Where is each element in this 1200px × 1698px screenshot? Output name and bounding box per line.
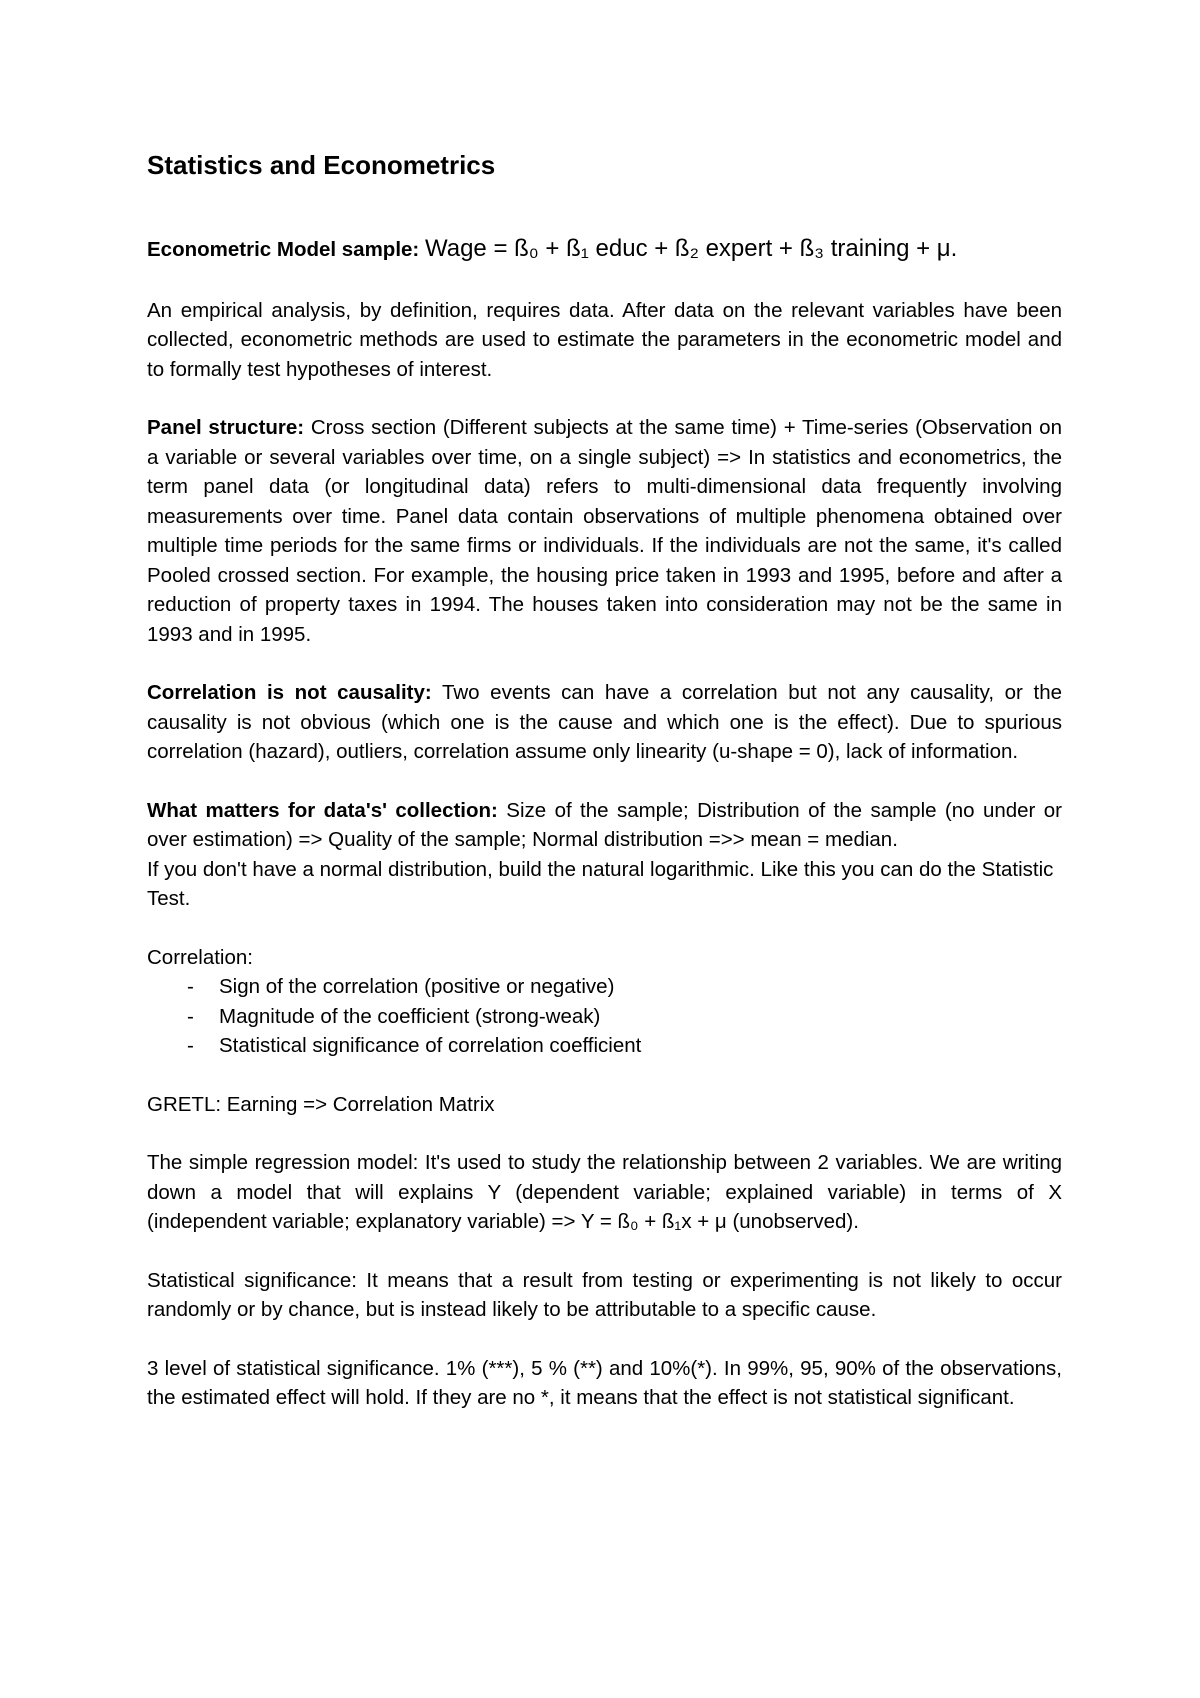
- regression-paragraph: The simple regression model: It's used to study the relationship between 2 variables. We are writing down a model that will explains Y (dependent variable; explained variable) in terms of X (independent variable; explanatory variable) => Y = ß₀ + ß₁x + μ (unobserved).: [147, 1151, 1062, 1233]
- causality-text: Two events can have a correlation but not any causality, or the causality is not obvious (which one is the cause and which one is the effect). Due to spurious correlation (hazard), outliers, correlation assume only linearity (u-shape = 0), lack of information.: [147, 681, 1062, 763]
- model-paragraph: [147, 234, 1062, 265]
- causality-label: Correlation is not causality:: [147, 681, 432, 704]
- list-item: - Statistical significance of correlation coefficient: [147, 1031, 1062, 1061]
- data-collection-label: What matters for data's' collection:: [147, 798, 498, 822]
- page-title: Statistics and Econometrics: [147, 150, 496, 180]
- data-collection-paragraph: [147, 796, 1062, 855]
- model-label: Econometric Model sample:: [147, 238, 420, 261]
- data-collection-text: Size of the sample; Distribution of the sample (no under or over estimation) => Quality of the sample; Normal distribution =>> mean = median.: [147, 798, 1063, 851]
- significance-paragraph: Statistical significance: It means that a result from testing or experimenting is not likely to occur randomly or by chance, but is instead likely to be attributable to a specific cause.: [147, 1268, 1062, 1321]
- list-item: - Sign of the correlation (positive or negative): [147, 972, 1062, 1002]
- panel-paragraph: [147, 413, 1062, 649]
- model-equation: Wage = ß₀ + ß₁ educ + ß₂ expert + ß₃ training + μ.: [424, 235, 958, 262]
- panel-text: Cross section (Different subjects at the same time) + Time-series (Observation on a variable or several variables over time, on a single subject) => In statistics and econometrics, the term panel data (or longitudinal data) refers to multi-dimensional data frequently involving measurements over time. Panel data contain observations of multiple phenomena obtained over multiple time periods for the same firms or individuals. If the individuals are not the same, it's called Pooled crossed section. For example, the housing price taken in 1993 and 1995, before and after a reduction of property taxes in 1994. The houses taken into consideration may not be the same in 1993 and in 1995.: [147, 416, 1062, 646]
- correlation-list: [147, 972, 1062, 1061]
- list-item: - Magnitude of the coefficient (strong-weak): [147, 1002, 1062, 1032]
- correlation-heading: Correlation:: [147, 945, 253, 969]
- document-body: [147, 148, 1062, 1442]
- data-collection-paragraph-2: If you don't have a normal distribution, build the natural logarithmic. Like this you can do the Statistic Test.: [147, 857, 1054, 910]
- empirical-paragraph: An empirical analysis, by definition, requires data. After data on the relevant variables have been collected, econometric methods are used to estimate the parameters in the econometric model and to formally test hypotheses of interest.: [147, 298, 1062, 381]
- causality-paragraph: [147, 678, 1062, 767]
- gretl-line: GRETL: Earning => Correlation Matrix: [147, 1092, 495, 1116]
- levels-paragraph: 3 level of statistical significance. 1% (***), 5 % (**) and 10%(*). In 99%, 95, 90% of the observations, the estimated effect will hold. If they are no *, it means that the effect is not statistical significant.: [147, 1356, 1062, 1409]
- panel-label: Panel structure:: [147, 416, 305, 439]
